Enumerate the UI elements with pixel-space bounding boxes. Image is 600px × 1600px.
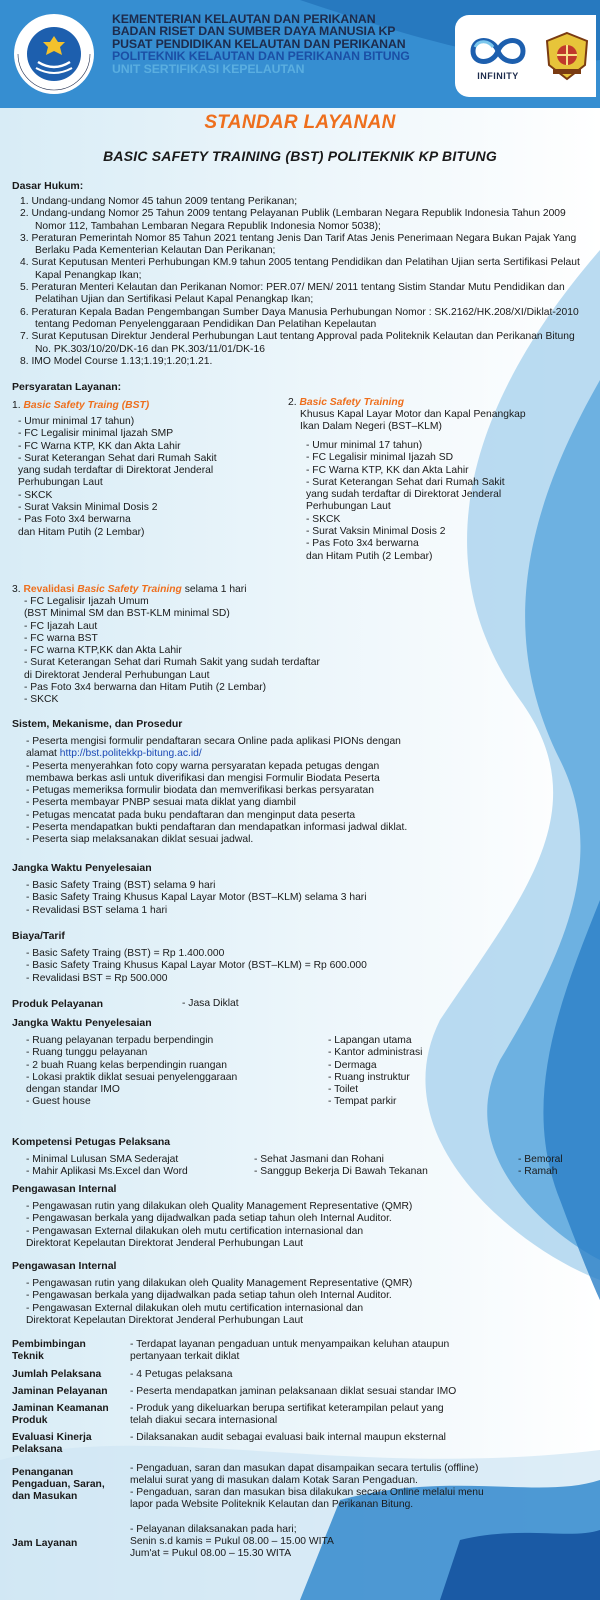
- requirement-list-bst-klm: [306, 440, 505, 563]
- list-item: - Pas Foto 3x4 berwarna: [18, 514, 131, 526]
- row-label: Teknik: [12, 1351, 44, 1362]
- header-banner: [0, 0, 600, 108]
- row-value: melalui surat yang di masukan dalam Kotak Saran Pengaduan.: [130, 1475, 418, 1486]
- header-line-2: BADAN RISET DAN SUMBER DAYA MANUSIA KP: [112, 24, 396, 39]
- list-item: 6. Peraturan Kepala Badan Pengembangan Sumber Daya Manusia Perhubungan Nomor : SK.2162/HK.208/XI/Diklat-2010 tentang Pedoman Penyelenggaraan Pendidikan Dan Pelatihan Kepelautan: [20, 306, 579, 330]
- biaya-list: [26, 948, 367, 985]
- list-item: - Revalidasi BST = Rp 500.000: [26, 972, 168, 984]
- list-item: - Pengawasan rutin yang dilakukan oleh Quality Management Representative (QMR): [26, 1278, 413, 1289]
- row-label: dan Masukan: [12, 1491, 78, 1502]
- list-item: - Peserta menyerahkan foto copy warna persyaratan kepada petugas dengan: [26, 760, 380, 772]
- list-item: yang sudah terdaftar di Direktorat Jenderal: [18, 465, 214, 477]
- list-item: - Peserta siap melaksanakan diklat sesuai jadwal.: [26, 834, 254, 846]
- list-item: dan Hitam Putih (2 Lembar): [18, 526, 145, 538]
- list-item: - Pengawasan berkala yang dijadwalkan pada setiap tahun oleh Internal Auditor.: [26, 1290, 392, 1302]
- row-label: Pelaksana: [12, 1444, 63, 1455]
- pengawasan-list: [26, 1201, 412, 1250]
- row-value: - Dilaksanakan audit sebagai evaluasi baik internal maupun eksternal: [130, 1432, 446, 1443]
- pions-link[interactable]: http://bst.politekkp-bitung.ac.id/: [59, 748, 202, 760]
- list-item: Perhubungan Laut: [306, 501, 391, 513]
- row-label: Jumlah Pelaksana: [12, 1369, 102, 1380]
- item-number: 2.: [288, 397, 297, 408]
- list-item: - Pengawasan rutin yang dilakukan oleh Quality Management Representative (QMR): [26, 1201, 413, 1212]
- row-label: Pengaduan, Saran,: [12, 1479, 105, 1490]
- sarana-heading: Jangka Waktu Penyelesaian: [12, 1017, 152, 1029]
- produk-heading: Produk Pelayanan: [12, 998, 104, 1010]
- partner-logos: [455, 15, 596, 97]
- polytechnic-emblem-icon: [543, 31, 591, 81]
- prosedur-list: [26, 736, 407, 847]
- list-item: 4. Surat Keputusan Menteri Perhubungan KM.9 tahun 2005 tentang Pendidikan dan Pelatihan Ujian serta Sertifikasi Pelaut Kapal Penangkap Ikan;: [20, 257, 580, 281]
- row-label: Penanganan: [12, 1467, 74, 1478]
- list-item: - Ramah: [518, 1166, 558, 1178]
- list-item: - Petugas memeriksa formulir biodata dan memverifikasi berkas persyaratan: [26, 785, 374, 797]
- requirement-subtitle: Ikan Dalam Negeri (BST–KLM): [300, 421, 442, 432]
- requirement-subtitle: Khusus Kapal Layar Motor dan Kapal Penangkap: [300, 409, 526, 420]
- pengawasan-heading: Pengawasan Internal: [12, 1260, 117, 1272]
- list-item: 1. Undang-undang Nomor 45 tahun 2009 tentang Perikanan;: [20, 196, 298, 207]
- sarana-list-left: [26, 1035, 237, 1109]
- list-item: - Pengawasan berkala yang dijadwalkan pada setiap tahun oleh Internal Auditor.: [26, 1213, 392, 1225]
- requirement-list-bst: [18, 416, 217, 539]
- list-item: - SKCK: [306, 513, 341, 525]
- row-label: Jaminan Pelayanan: [12, 1386, 108, 1397]
- list-item: - Basic Safety Traing (BST) = Rp 1.400.000: [26, 948, 225, 959]
- row-label: Jam Layanan: [12, 1538, 78, 1549]
- requirement-list-revalidasi: [24, 596, 320, 707]
- list-item-text: alamat: [26, 748, 60, 760]
- list-item: - Pas Foto 3x4 berwarna dan Hitam Putih (2 Lembar): [24, 682, 267, 694]
- list-item: - SKCK: [24, 694, 59, 706]
- list-item: (BST Minimal SM dan BST-KLM minimal SD): [24, 608, 230, 620]
- pengawasan-heading: Pengawasan Internal: [12, 1183, 117, 1195]
- list-item: - Pengawasan External dilakukan oleh mutu certification internasional dan: [26, 1302, 364, 1314]
- list-item: dengan standar IMO: [26, 1084, 120, 1096]
- list-item: - Surat Keterangan Sehat dari Rumah Sakit: [18, 452, 217, 464]
- row-value: - Pelayanan dilaksanakan pada hari;: [130, 1524, 297, 1535]
- list-item: - FC Legalisir Ijazah Umum: [24, 596, 149, 607]
- requirement-title-bst: [12, 400, 149, 412]
- list-item: - Ruang tunggu pelayanan: [26, 1047, 148, 1059]
- row-value: - Produk yang dikeluarkan berupa sertifikat keterampilan pelaut yang: [130, 1403, 444, 1414]
- list-item: - Peserta membayar PNBP sesuai mata diklat yang diambil: [26, 797, 296, 809]
- list-item: - Peserta mendapatkan bukti pendaftaran dan mendapatkan informasi jadwal diklat.: [26, 822, 408, 834]
- page-title: STANDAR LAYANAN: [204, 112, 396, 133]
- list-item: - FC Legalisir minimal Ijazah SD: [306, 452, 454, 464]
- list-item: - Guest house: [26, 1096, 91, 1108]
- kkp-logo-icon: [8, 10, 108, 100]
- kompetensi-heading: Kompetensi Petugas Pelaksana: [12, 1136, 171, 1148]
- infinity-logo-text: INFINITY: [477, 71, 519, 81]
- list-item: - Basic Safety Traing Khusus Kapal Layar Motor (BST–KLM) selama 3 hari: [26, 892, 367, 904]
- list-item: 8. IMO Model Course 1.13;1.19;1.20;1.21.: [20, 355, 213, 367]
- list-item: - Pengawasan External dilakukan oleh mutu certification internasional dan: [26, 1225, 364, 1237]
- list-item: dan Hitam Putih (2 Lembar): [306, 550, 433, 562]
- requirement-title-revalidasi: [12, 584, 247, 596]
- row-value: - Pengaduan, saran dan masukan dapat disampaikan secara tertulis (offline): [130, 1463, 479, 1474]
- page-subtitle: BASIC SAFETY TRAINING (BST) POLITEKNIK KP BITUNG: [103, 148, 497, 164]
- requirement-title-suffix: selama 1 hari: [181, 584, 247, 595]
- list-item: - Lokasi praktik diklat sesuai penyelenggaraan: [26, 1071, 238, 1083]
- header-line-5: UNIT SERTIFIKASI KEPELAUTAN: [112, 61, 305, 76]
- list-item: 3. Peraturan Pemerintah Nomor 85 Tahun 2021 tentang Jenis Dan Tarif Atas Jenis Penerimaan Negara Bukan Pajak Yang Berlaku Pada Kementerian Kelautan Dan Perikanan;: [20, 232, 577, 257]
- kompetensi-list-2: [254, 1154, 428, 1179]
- jangka-waktu-list: [26, 880, 367, 917]
- dasar-hukum-heading: Dasar Hukum:: [12, 180, 84, 192]
- list-item: membawa berkas asli untuk diverifikasi dan mengisi Formulir Biodata Peserta: [26, 772, 380, 784]
- list-item: - Mahir Aplikasi Ms.Excel dan Word: [26, 1166, 188, 1178]
- list-item: [26, 748, 407, 760]
- item-number: 1.: [12, 400, 21, 411]
- row-label: Jaminan Keamanan: [12, 1403, 109, 1414]
- list-item: - Pas Foto 3x4 berwarna: [306, 538, 419, 550]
- list-item: - Petugas mencatat pada buku pendaftaran dan menginput data peserta: [26, 809, 356, 821]
- row-value: pertanyaan terkait diklat: [130, 1351, 240, 1362]
- list-item: 7. Surat Keputusan Direktur Jenderal Perhubungan Laut tentang Approval pada Politeknik Kelautan dan Perikanan Bitung No. PK.303/10/20/DK-16 dan PK.303/11/01/DK-16: [20, 331, 575, 355]
- list-item: - Surat Vaksin Minimal Dosis 2: [18, 502, 158, 514]
- list-item: yang sudah terdaftar di Direktorat Jenderal: [306, 489, 502, 501]
- list-item: - Ruang instruktur: [328, 1071, 410, 1083]
- list-item: - Lapangan utama: [328, 1035, 412, 1046]
- list-item: - Peserta mengisi formulir pendaftaran secara Online pada aplikasi PIONs dengan: [26, 736, 401, 747]
- list-item: - 2 buah Ruang kelas berpendingin ruangan: [26, 1059, 227, 1071]
- list-item: - SKCK: [18, 489, 53, 501]
- list-item: - Basic Safety Traing Khusus Kapal Layar Motor (BST–KLM) = Rp 600.000: [26, 960, 367, 972]
- list-item: 2. Undang-undang Nomor 25 Tahun 2009 tentang Pelayanan Publik (Lembaran Negara Republik Indonesia Tahun 2009 Nomor 112, Tambahan Lembaran Negara Republik Indonesia Nomor 5038);: [20, 208, 566, 232]
- kompetensi-list-1: [26, 1154, 188, 1179]
- list-item: Perhubungan Laut: [18, 477, 103, 489]
- produk-value: - Jasa Diklat: [182, 998, 239, 1009]
- list-item: 5. Peraturan Menteri Kelautan dan Perikanan Nomor: PER.07/ MEN/ 2011 tentang Sistim Standar Mutu Pendidikan dan Pelatihan Ujian dan Sertifikasi Pelaut Kapal Penangkap Ikan;: [20, 282, 565, 306]
- row-value: telah diakui secara internasional: [130, 1415, 278, 1426]
- list-item: - Dermaga: [328, 1059, 377, 1071]
- row-value: Senin s.d kamis = Pukul 08.00 – 15.00 WITA: [130, 1536, 334, 1547]
- sarana-list-right: [328, 1035, 422, 1109]
- header-line-3: PUSAT PENDIDIKAN KELAUTAN DAN PERIKANAN: [112, 36, 406, 51]
- list-item: - Sehat Jasmani dan Rohani: [254, 1154, 384, 1165]
- list-item: di Direktorat Jenderal Perhubungan Laut: [24, 669, 210, 681]
- biaya-heading: Biaya/Tarif: [12, 930, 65, 942]
- list-item: Direktorat Kepelautan Direktorat Jenderal Perhubungan Laut: [26, 1237, 304, 1249]
- row-label: Produk: [12, 1415, 48, 1426]
- header-line-1: KEMENTERIAN KELAUTAN DAN PERIKANAN: [112, 12, 376, 26]
- list-item: - Basic Safety Traing (BST) selama 9 hari: [26, 880, 216, 891]
- list-item: - Surat Vaksin Minimal Dosis 2: [306, 526, 446, 538]
- requirement-title: Basic Safety Training: [77, 584, 182, 595]
- list-item: Direktorat Kepelautan Direktorat Jenderal Perhubungan Laut: [26, 1314, 304, 1326]
- requirement-title-bst-klm: [288, 397, 404, 409]
- list-item: - Tempat parkir: [328, 1096, 397, 1108]
- row-value: - Pengaduan, saran dan masukan bisa dilakukan secara Online melalui menu: [130, 1487, 484, 1498]
- list-item: - Bemoral: [518, 1154, 563, 1165]
- jangka-waktu-heading: Jangka Waktu Penyelesaian: [12, 862, 152, 874]
- kompetensi-list-3: [518, 1154, 563, 1179]
- row-label: Evaluasi Kinerja: [12, 1432, 92, 1443]
- header-line-4: POLITEKNIK KELAUTAN DAN PERIKANAN BITUNG: [112, 49, 410, 64]
- list-item: - FC Warna KTP, KK dan Akta Lahir: [18, 440, 181, 452]
- list-item: - Umur minimal 17 tahun): [306, 440, 423, 451]
- dasar-hukum-list: [20, 196, 580, 368]
- row-value: lapor pada Website Politeknik Kelautan dan Perikanan Bitung.: [130, 1499, 414, 1510]
- list-item: - Surat Keterangan Sehat dari Rumah Sakit yang sudah terdaftar: [24, 657, 320, 669]
- list-item: - FC Legalisir minimal Ijazah SMP: [18, 428, 174, 440]
- requirement-title: Basic Safety Traing (BST): [23, 400, 150, 411]
- list-item: - FC warna KTP,KK dan Akta Lahir: [24, 645, 182, 657]
- list-item: - Surat Keterangan Sehat dari Rumah Sakit: [306, 476, 505, 488]
- list-item: - Toilet: [328, 1084, 359, 1096]
- list-item: - FC Warna KTP, KK dan Akta Lahir: [306, 464, 469, 476]
- persyaratan-heading: Persyaratan Layanan:: [12, 381, 122, 393]
- list-item: - Minimal Lulusan SMA Sederajat: [26, 1154, 179, 1165]
- list-item: - Revalidasi BST selama 1 hari: [26, 904, 168, 916]
- item-number: 3.: [12, 584, 21, 595]
- row-value: Jum'at = Pukul 08.00 – 15.30 WITA: [130, 1548, 292, 1559]
- list-item: - Sanggup Bekerja Di Bawah Tekanan: [254, 1166, 428, 1178]
- list-item: - Kantor administrasi: [328, 1047, 423, 1059]
- requirement-title-prefix: Revalidasi: [23, 584, 78, 595]
- row-label: Pembimbingan: [12, 1339, 86, 1350]
- requirement-title: Basic Safety Training: [299, 397, 405, 408]
- list-item: - Umur minimal 17 tahun): [18, 416, 135, 427]
- list-item: - Ruang pelayanan terpadu berpendingin: [26, 1035, 214, 1046]
- row-value: - Terdapat layanan pengaduan untuk menyampaikan keluhan ataupun: [130, 1339, 450, 1350]
- infinity-logo-icon: [463, 27, 533, 87]
- prosedur-heading: Sistem, Mekanisme, dan Prosedur: [12, 718, 183, 730]
- row-value: - Peserta mendapatkan jaminan pelaksanaan diklat sesuai standar IMO: [130, 1386, 457, 1397]
- list-item: - FC Ijazah Laut: [24, 620, 98, 632]
- row-value: - 4 Petugas pelaksana: [130, 1369, 233, 1380]
- pengawasan-list: [26, 1278, 412, 1327]
- list-item: - FC warna BST: [24, 632, 98, 644]
